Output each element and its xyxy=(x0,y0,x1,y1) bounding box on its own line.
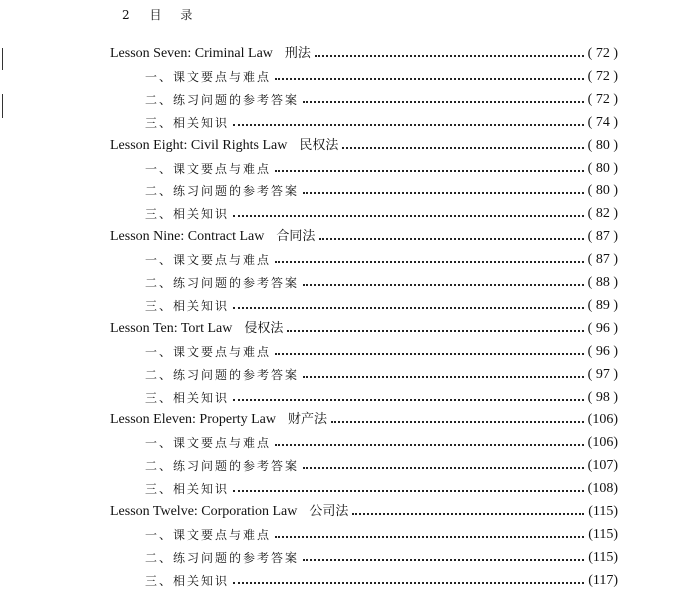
toc-sub-entry xyxy=(145,86,618,108)
toc-page-number: ( 97 ) xyxy=(587,366,618,382)
toc-page-number: ( 80 ) xyxy=(587,183,618,199)
toc-lesson-entry xyxy=(110,406,618,428)
dot-leader xyxy=(319,237,583,240)
toc-page-number: (108) xyxy=(587,481,618,497)
dot-leader xyxy=(233,581,584,584)
toc-sub-entry xyxy=(145,452,618,474)
toc-sub-entry xyxy=(145,429,618,451)
toc-sub-entry xyxy=(145,63,618,85)
lesson-chinese-title: 财产法 xyxy=(288,411,328,427)
section-title: 一、课文要点与难点 xyxy=(145,344,272,359)
dot-leader xyxy=(331,420,584,423)
dot-leader xyxy=(342,146,583,149)
toc-page-number: ( 98 ) xyxy=(587,389,618,405)
dot-leader xyxy=(275,260,584,263)
toc-page-number: ( 72 ) xyxy=(587,91,618,107)
dot-leader xyxy=(275,443,584,446)
toc-page-number: ( 96 ) xyxy=(587,320,618,336)
section-title: 三、相关知识 xyxy=(145,573,230,588)
section-title: 三、相关知识 xyxy=(145,482,230,497)
section-title: 二、练习问题的参考答案 xyxy=(145,184,300,199)
margin-mark xyxy=(2,48,3,70)
toc-page-number: ( 88 ) xyxy=(587,275,618,290)
toc-lesson-entry xyxy=(110,40,618,62)
toc-sub-entry xyxy=(145,475,618,497)
header-title-part1: 目 xyxy=(149,8,176,22)
section-title: 一、课文要点与难点 xyxy=(145,161,272,176)
toc-lesson-entry xyxy=(110,132,618,154)
toc-page-number: ( 89 ) xyxy=(587,297,618,313)
section-title: 三、相关知识 xyxy=(145,298,230,313)
dot-leader xyxy=(275,77,584,80)
header-title-part2: 录 xyxy=(180,8,194,22)
dot-leader xyxy=(233,306,584,309)
toc-sub-entry xyxy=(145,361,618,383)
toc-page-number: ( 96 ) xyxy=(587,343,618,359)
toc-sub-entry xyxy=(145,246,618,268)
dot-leader xyxy=(275,352,584,355)
toc-page-number: ( 82 ) xyxy=(587,206,618,222)
toc-page-number: (117) xyxy=(588,572,618,588)
section-title: 一、课文要点与难点 xyxy=(145,253,272,268)
toc-page-number: ( 87 ) xyxy=(587,229,618,245)
section-title: 二、练习问题的参考答案 xyxy=(145,276,300,290)
toc-page-number: (115) xyxy=(588,549,618,565)
lesson-title: Lesson Twelve: Corporation Law 公司法 xyxy=(110,503,349,519)
toc-sub-entry xyxy=(145,521,618,543)
dot-leader xyxy=(303,283,584,286)
margin-mark xyxy=(2,94,3,118)
lesson-title: Lesson Nine: Contract Law 合同法 xyxy=(110,228,316,245)
section-title: 二、练习问题的参考答案 xyxy=(145,550,300,565)
toc-page-number: (107) xyxy=(587,458,618,474)
dot-leader xyxy=(233,398,584,401)
dot-leader xyxy=(352,512,584,515)
toc-page-number: ( 72 ) xyxy=(587,46,618,61)
toc-page-number: ( 87 ) xyxy=(587,252,618,268)
toc-page-number: ( 80 ) xyxy=(587,137,618,153)
toc-sub-entry xyxy=(145,567,618,589)
section-title: 三、相关知识 xyxy=(145,115,230,130)
toc-sub-entry xyxy=(145,544,618,566)
dot-leader xyxy=(233,489,584,492)
lesson-title: Lesson Eleven: Property Law 财产法 xyxy=(110,411,328,428)
toc-sub-entry xyxy=(145,384,618,406)
toc-lesson-entry xyxy=(110,315,618,337)
dot-leader xyxy=(303,466,584,469)
section-title: 一、课文要点与难点 xyxy=(145,69,272,84)
toc-page-number: (106) xyxy=(587,435,618,451)
dot-leader xyxy=(287,329,583,332)
lesson-title: Lesson Seven: Criminal Law 刑法 xyxy=(110,45,311,61)
section-title: 二、练习问题的参考答案 xyxy=(145,92,300,107)
lesson-title: Lesson Eight: Civil Rights Law 民权法 xyxy=(110,136,339,153)
lesson-chinese-title: 刑法 xyxy=(284,45,311,60)
dot-leader xyxy=(275,169,584,172)
toc-lesson-entry xyxy=(110,223,618,245)
section-title: 一、课文要点与难点 xyxy=(145,436,272,451)
toc-page-number: (115) xyxy=(588,504,618,519)
toc-page-number: ( 74 ) xyxy=(587,114,618,130)
dot-leader xyxy=(233,123,584,126)
section-title: 二、练习问题的参考答案 xyxy=(145,459,300,474)
toc-page-number: (115) xyxy=(588,526,618,542)
lesson-title: Lesson Ten: Tort Law 侵权法 xyxy=(110,319,284,336)
toc-page-number: ( 72 ) xyxy=(587,68,618,84)
toc-sub-entry xyxy=(145,200,618,222)
section-title: 二、练习问题的参考答案 xyxy=(145,367,300,382)
dot-leader xyxy=(303,375,584,378)
section-title: 三、相关知识 xyxy=(145,207,230,222)
dot-leader xyxy=(275,535,584,538)
lesson-chinese-title: 民权法 xyxy=(299,136,339,152)
dot-leader xyxy=(315,54,584,57)
toc-sub-entry xyxy=(145,155,618,177)
toc-sub-entry xyxy=(145,292,618,314)
dot-leader xyxy=(233,214,584,217)
toc-page-number: ( 80 ) xyxy=(587,160,618,176)
section-title: 一、课文要点与难点 xyxy=(145,527,272,542)
section-title: 三、相关知识 xyxy=(145,390,230,405)
toc-sub-entry xyxy=(145,338,618,360)
toc-sub-entry xyxy=(145,269,618,291)
lesson-chinese-title: 合同法 xyxy=(276,228,316,244)
toc-sub-entry xyxy=(145,177,618,199)
page-header xyxy=(122,6,193,23)
toc-sub-entry xyxy=(145,109,618,131)
lesson-chinese-title: 公司法 xyxy=(309,503,349,518)
page-number: 2 xyxy=(122,8,131,22)
dot-leader xyxy=(303,558,584,561)
toc-page-number: (106) xyxy=(587,412,618,428)
dot-leader xyxy=(303,191,584,194)
dot-leader xyxy=(303,100,584,103)
toc-lesson-entry xyxy=(110,498,618,520)
lesson-chinese-title: 侵权法 xyxy=(244,319,284,335)
